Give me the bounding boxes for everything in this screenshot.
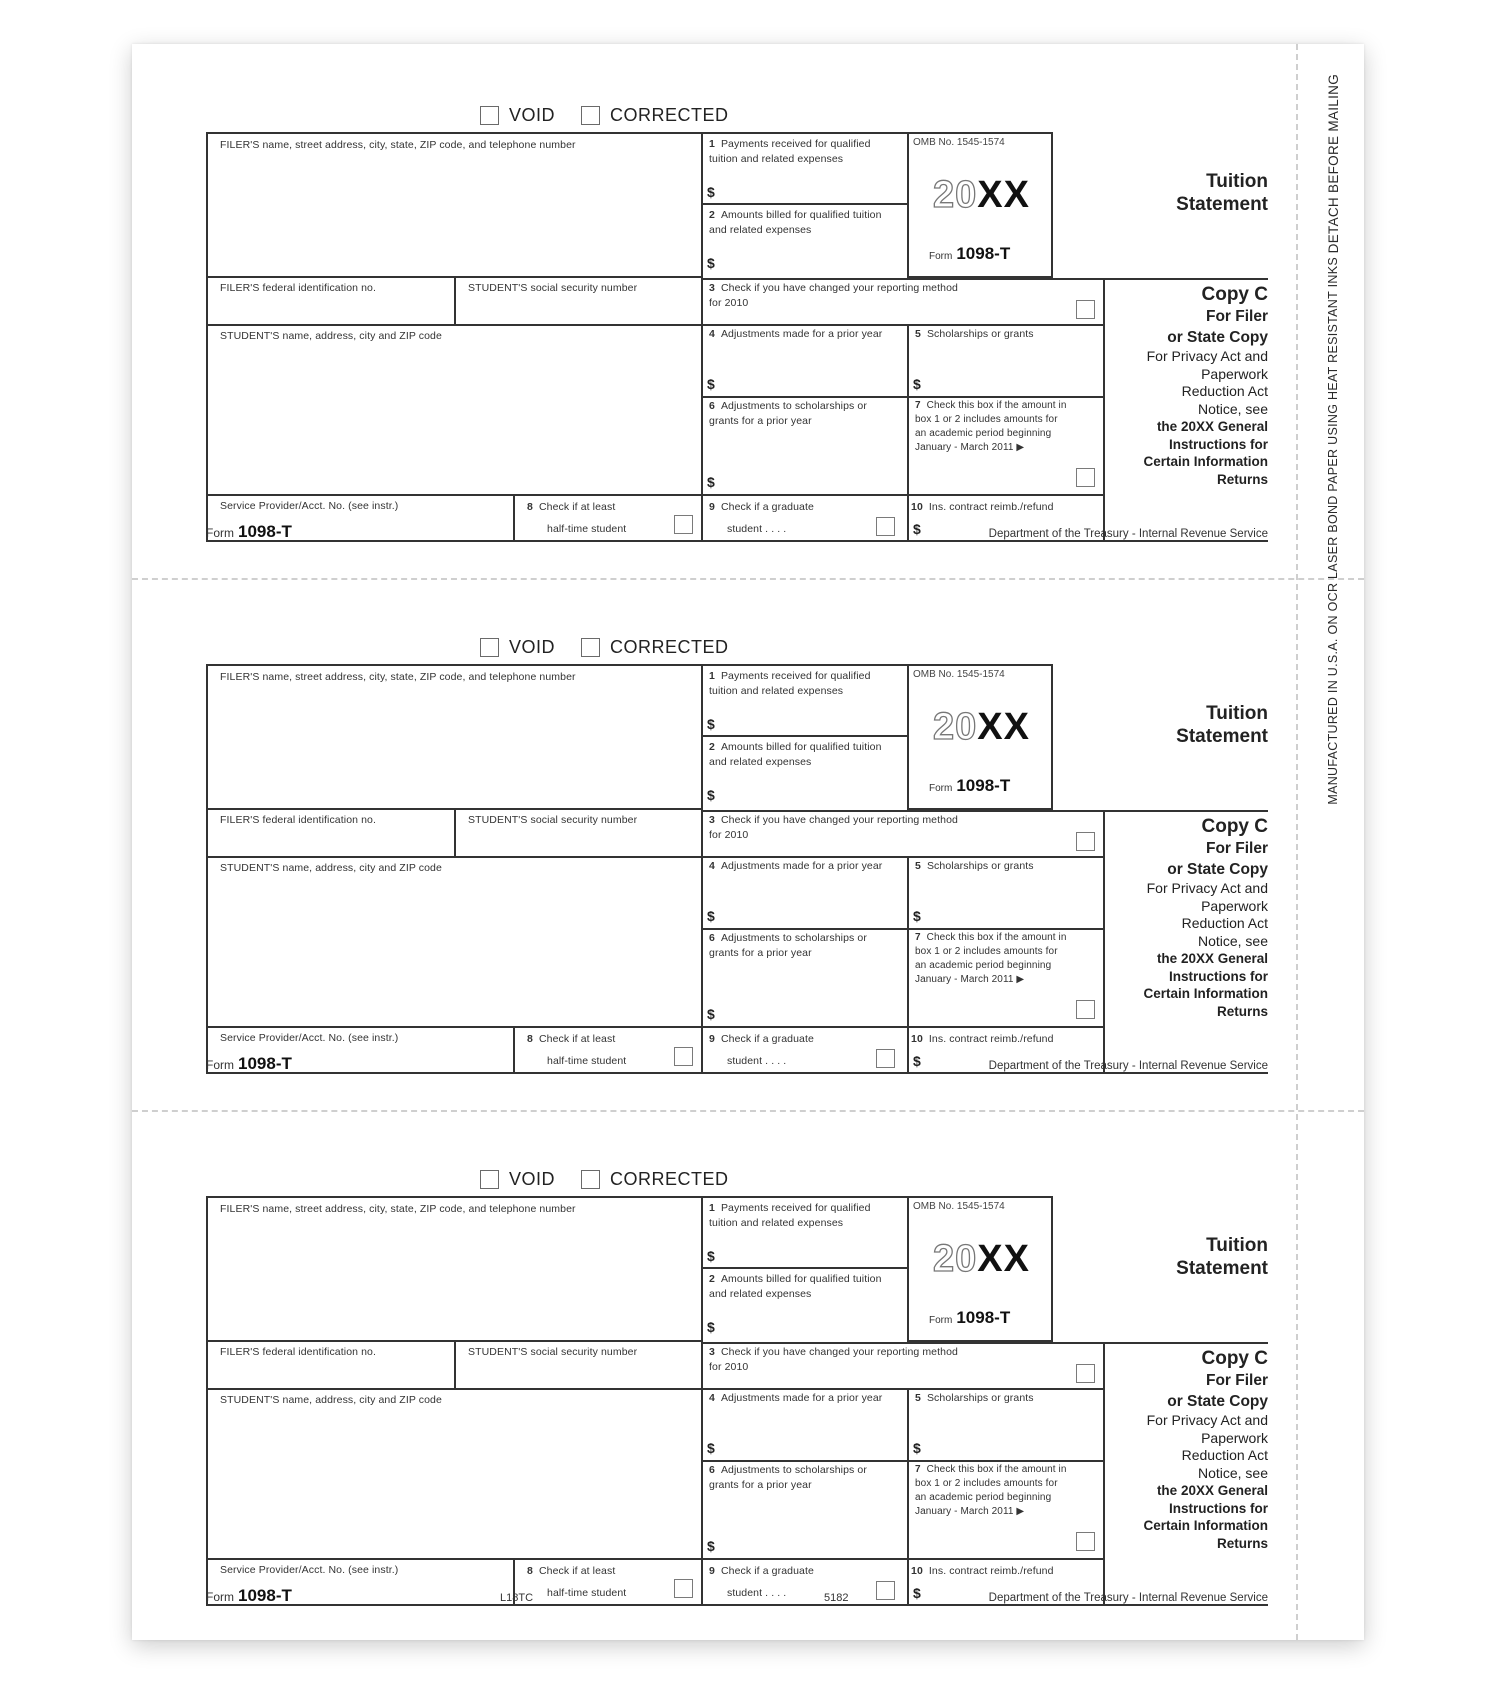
footer-form-label — [206, 1054, 292, 1074]
box2-field[interactable] — [701, 1269, 907, 1342]
box2-number: 2 — [709, 741, 715, 753]
corrected-checkbox[interactable] — [581, 1170, 600, 1189]
form-prefix: Form — [929, 783, 953, 794]
footer-department: Department of the Treasury - Internal Revenue Service — [988, 528, 1268, 540]
box9-number: 9 — [709, 1033, 715, 1045]
box1-number: 1 — [709, 670, 715, 682]
filer-federal-id-label: FILER'S federal identification no. — [220, 282, 376, 294]
form-1098t — [132, 1124, 1364, 1620]
perforation-line — [132, 1110, 1364, 1112]
box10-dollar: $ — [913, 521, 921, 537]
footer-prefix: Form — [206, 1058, 234, 1072]
footer-code1: L18TC — [500, 1592, 534, 1604]
tax-year — [933, 1238, 1030, 1281]
box3-label: Check if you have changed your reporting method for 2010 — [709, 814, 958, 841]
box6-number: 6 — [709, 1464, 715, 1476]
box8-checkbox[interactable] — [674, 1579, 693, 1598]
tax-year-prefix: 20 — [933, 174, 978, 216]
box8-label-line1: Check if at least — [538, 1033, 616, 1045]
box4-number: 4 — [709, 1392, 715, 1404]
box9-label-line2: student . . . . — [727, 523, 787, 535]
box1-dollar: $ — [707, 1248, 715, 1264]
box4-dollar: $ — [707, 376, 715, 392]
privacy-line1: For Privacy Act and — [1146, 1412, 1268, 1428]
box5-dollar: $ — [913, 376, 921, 392]
box5-label: Scholarships or grants — [926, 328, 1034, 340]
form-title — [1176, 1234, 1268, 1280]
filer-name-label: FILER'S name, street address, city, state, ZIP code, and telephone number — [220, 139, 576, 151]
box3-label: Check if you have changed your reporting method for 2010 — [709, 282, 958, 309]
tax-year-prefix: 20 — [933, 1238, 978, 1280]
form-number: 1098-T — [956, 244, 1011, 263]
box1-number: 1 — [709, 1202, 715, 1214]
box3-label: Check if you have changed your reporting method for 2010 — [709, 1346, 958, 1373]
box10-number: 10 — [911, 501, 923, 513]
box10-label: Ins. contract reimb./refund — [928, 1565, 1054, 1577]
box8-number: 8 — [527, 501, 533, 513]
box3-number: 3 — [709, 814, 715, 826]
copy-c-text — [1111, 1348, 1268, 1552]
instructions-line1: the 20XX General — [1156, 1483, 1268, 1498]
detach-notice: DETACH BEFORE MAILING — [1325, 74, 1341, 254]
box5-label: Scholarships or grants — [926, 860, 1034, 872]
copy-c-panel — [1103, 810, 1268, 1074]
box5-field[interactable] — [907, 1390, 1103, 1462]
box3-field — [701, 278, 1103, 326]
copy-for-line1: For Filer — [1205, 1372, 1268, 1389]
box4-number: 4 — [709, 328, 715, 340]
form-number: 1098-T — [956, 776, 1011, 795]
form-grid — [206, 664, 1268, 1074]
box7-number: 7 — [915, 1464, 921, 1475]
tax-year-suffix: XX — [977, 174, 1030, 216]
box1-label: Payments received for qualified tuition and related expenses — [709, 1202, 871, 1229]
privacy-line2: Paperwork — [1201, 365, 1268, 382]
void-checkbox[interactable] — [480, 1170, 499, 1189]
title-line1: Tuition — [1206, 1235, 1268, 1256]
box10-label: Ins. contract reimb./refund — [928, 501, 1054, 513]
void-label: VOID — [509, 105, 556, 125]
void-checkbox[interactable] — [480, 106, 499, 125]
student-ssn-field[interactable] — [454, 1342, 701, 1390]
box2-label: Amounts billed for qualified tuition and related expenses — [709, 741, 882, 768]
box8-number: 8 — [527, 1565, 533, 1577]
tax-year — [933, 706, 1030, 749]
privacy-line1: For Privacy Act and — [1146, 880, 1268, 896]
box6-label: Adjustments to scholarships or grants for a prior year — [709, 932, 867, 959]
box10-label: Ins. contract reimb./refund — [928, 1033, 1054, 1045]
footer-form-label — [206, 522, 292, 542]
box6-field[interactable] — [701, 930, 907, 1028]
void-corrected-row — [480, 637, 755, 658]
tax-year — [933, 174, 1030, 217]
box4-field[interactable] — [701, 858, 907, 930]
box6-field[interactable] — [701, 398, 907, 496]
box10-dollar: $ — [913, 1053, 921, 1069]
box10-dollar: $ — [913, 1585, 921, 1601]
form-label — [929, 244, 1010, 264]
title-line2: Statement — [1176, 194, 1268, 215]
title-area — [1053, 132, 1268, 278]
box6-label: Adjustments to scholarships or grants for a prior year — [709, 400, 867, 427]
copy-title: Copy C — [1201, 284, 1268, 305]
box9-checkbox[interactable] — [876, 1581, 895, 1600]
title-line1: Tuition — [1206, 703, 1268, 724]
instructions-line4: Returns — [1216, 1535, 1268, 1551]
student-name-label: STUDENT'S name, address, city and ZIP code — [220, 330, 442, 342]
copy-title: Copy C — [1201, 1348, 1268, 1369]
box9-field — [701, 1560, 907, 1606]
filer-federal-id-field[interactable] — [206, 278, 454, 326]
box7-label: Check this box if the amount in box 1 or 2 includes amounts for an academic period beginning January - March 2011 ▶ — [915, 932, 1067, 985]
footer-form-number: 1098-T — [238, 1054, 292, 1073]
form-1098t — [132, 592, 1364, 1088]
title-line1: Tuition — [1206, 171, 1268, 192]
footer-form-number: 1098-T — [238, 1586, 292, 1605]
corrected-checkbox[interactable] — [581, 106, 600, 125]
box9-label-line1: Check if a graduate — [720, 1565, 814, 1577]
box9-checkbox[interactable] — [876, 1049, 895, 1068]
box7-field — [907, 1462, 1103, 1560]
box6-number: 6 — [709, 932, 715, 944]
instructions-line2: Instructions for — [1168, 1500, 1268, 1516]
privacy-line4: Notice, see — [1197, 400, 1268, 417]
manufacturing-notice: MANUFACTURED IN U.S.A. ON OCR LASER BOND PAPER USING HEAT RESISTANT INKS — [1326, 257, 1340, 805]
box8-field — [513, 496, 701, 542]
box6-dollar: $ — [707, 474, 715, 490]
box5-field[interactable] — [907, 326, 1103, 398]
box6-dollar: $ — [707, 1538, 715, 1554]
box3-field — [701, 810, 1103, 858]
privacy-line2: Paperwork — [1201, 897, 1268, 914]
filer-name-field[interactable] — [206, 1196, 701, 1342]
box5-label: Scholarships or grants — [926, 1392, 1034, 1404]
filer-federal-id-label: FILER'S federal identification no. — [220, 814, 376, 826]
footer-code2: 5182 — [824, 1592, 849, 1604]
box7-field — [907, 398, 1103, 496]
box8-checkbox[interactable] — [674, 515, 693, 534]
instructions-line3: Certain Information — [1143, 986, 1268, 1001]
box4-dollar: $ — [707, 908, 715, 924]
box3-number: 3 — [709, 282, 715, 294]
title-line2: Statement — [1176, 726, 1268, 747]
instructions-line2: Instructions for — [1168, 968, 1268, 984]
omb-number: OMB No. 1545-1574 — [913, 137, 1005, 148]
omb-number: OMB No. 1545-1574 — [913, 669, 1005, 680]
box2-number: 2 — [709, 1273, 715, 1285]
footer-prefix: Form — [206, 526, 234, 540]
box4-label: Adjustments made for a prior year — [720, 1392, 883, 1404]
box3-checkbox[interactable] — [1076, 1364, 1095, 1383]
box9-field — [701, 496, 907, 542]
box7-number: 7 — [915, 400, 921, 411]
privacy-line2: Paperwork — [1201, 1429, 1268, 1446]
box2-field[interactable] — [701, 737, 907, 810]
box9-label-line1: Check if a graduate — [720, 501, 814, 513]
omb-year-box — [907, 664, 1053, 810]
filer-name-label: FILER'S name, street address, city, state, ZIP code, and telephone number — [220, 1203, 576, 1215]
footer-prefix: Form — [206, 1590, 234, 1604]
copy-c-text — [1111, 284, 1268, 488]
box3-checkbox[interactable] — [1076, 832, 1095, 851]
corrected-checkbox[interactable] — [581, 638, 600, 657]
instructions-line2: Instructions for — [1168, 436, 1268, 452]
box6-number: 6 — [709, 400, 715, 412]
box9-number: 9 — [709, 1565, 715, 1577]
box1-field[interactable] — [701, 1196, 907, 1269]
box2-dollar: $ — [707, 1319, 715, 1335]
corrected-label: CORRECTED — [610, 637, 729, 657]
box9-label-line1: Check if a graduate — [720, 1033, 814, 1045]
box7-checkbox[interactable] — [1076, 468, 1095, 487]
void-corrected-row — [480, 105, 755, 126]
privacy-line1: For Privacy Act and — [1146, 348, 1268, 364]
box5-number: 5 — [915, 328, 921, 340]
omb-year-box — [907, 132, 1053, 278]
box2-dollar: $ — [707, 787, 715, 803]
form-title — [1176, 702, 1268, 748]
privacy-line4: Notice, see — [1197, 932, 1268, 949]
box8-label-line2: half-time student — [547, 523, 627, 535]
corrected-label: CORRECTED — [610, 1169, 729, 1189]
box2-dollar: $ — [707, 255, 715, 271]
instructions-line3: Certain Information — [1143, 1518, 1268, 1533]
title-line2: Statement — [1176, 1258, 1268, 1279]
box1-dollar: $ — [707, 716, 715, 732]
form-1098t — [132, 60, 1364, 556]
copy-for-line2: or State Copy — [1167, 861, 1268, 878]
copy-for-line2: or State Copy — [1167, 1393, 1268, 1410]
student-name-field[interactable] — [206, 326, 701, 496]
box8-label-line2: half-time student — [547, 1055, 627, 1067]
copy-c-text — [1111, 816, 1268, 1020]
box8-label-line1: Check if at least — [538, 1565, 616, 1577]
void-checkbox[interactable] — [480, 638, 499, 657]
copy-c-panel — [1103, 278, 1268, 542]
box5-number: 5 — [915, 860, 921, 872]
service-provider-label: Service Provider/Acct. No. (see instr.) — [220, 1564, 399, 1576]
copy-c-panel — [1103, 1342, 1268, 1606]
box1-dollar: $ — [707, 184, 715, 200]
box9-label-line2: student . . . . — [727, 1587, 787, 1599]
title-area — [1053, 664, 1268, 810]
box8-label-line2: half-time student — [547, 1587, 627, 1599]
box5-dollar: $ — [913, 1440, 921, 1456]
student-name-field[interactable] — [206, 1390, 701, 1560]
privacy-line3: Reduction Act — [1181, 383, 1268, 399]
form-sheet — [132, 44, 1364, 1640]
privacy-line3: Reduction Act — [1181, 915, 1268, 931]
box4-label: Adjustments made for a prior year — [720, 860, 883, 872]
student-name-label: STUDENT'S name, address, city and ZIP code — [220, 1394, 442, 1406]
box4-number: 4 — [709, 860, 715, 872]
box7-field — [907, 930, 1103, 1028]
box2-label: Amounts billed for qualified tuition and related expenses — [709, 1273, 882, 1300]
box8-checkbox[interactable] — [674, 1047, 693, 1066]
footer-department: Department of the Treasury - Internal Revenue Service — [988, 1592, 1268, 1604]
box2-field[interactable] — [701, 205, 907, 278]
box4-field[interactable] — [701, 326, 907, 398]
box10-number: 10 — [911, 1565, 923, 1577]
box3-number: 3 — [709, 1346, 715, 1358]
filer-name-label: FILER'S name, street address, city, state, ZIP code, and telephone number — [220, 671, 576, 683]
void-label: VOID — [509, 637, 556, 657]
box6-field[interactable] — [701, 1462, 907, 1560]
form-number: 1098-T — [956, 1308, 1011, 1327]
void-corrected-row — [480, 1169, 755, 1190]
filer-federal-id-label: FILER'S federal identification no. — [220, 1346, 376, 1358]
student-ssn-field[interactable] — [454, 278, 701, 326]
box9-checkbox[interactable] — [876, 517, 895, 536]
box3-field — [701, 1342, 1103, 1390]
box7-label: Check this box if the amount in box 1 or 2 includes amounts for an academic period beginning January - March 2011 ▶ — [915, 1464, 1067, 1517]
tax-year-suffix: XX — [977, 706, 1030, 748]
box9-field — [701, 1028, 907, 1074]
box7-checkbox[interactable] — [1076, 1000, 1095, 1019]
box10-number: 10 — [911, 1033, 923, 1045]
box2-number: 2 — [709, 209, 715, 221]
box7-checkbox[interactable] — [1076, 1532, 1095, 1551]
box9-label-line2: student . . . . — [727, 1055, 787, 1067]
form-label — [929, 1308, 1010, 1328]
tax-year-prefix: 20 — [933, 706, 978, 748]
service-provider-label: Service Provider/Acct. No. (see instr.) — [220, 1032, 399, 1044]
instructions-line1: the 20XX General — [1156, 419, 1268, 434]
student-name-label: STUDENT'S name, address, city and ZIP code — [220, 862, 442, 874]
tax-year-suffix: XX — [977, 1238, 1030, 1280]
box1-field[interactable] — [701, 132, 907, 205]
box2-label: Amounts billed for qualified tuition and related expenses — [709, 209, 882, 236]
omb-number: OMB No. 1545-1574 — [913, 1201, 1005, 1212]
box8-number: 8 — [527, 1033, 533, 1045]
omb-year-box — [907, 1196, 1053, 1342]
form-prefix: Form — [929, 251, 953, 262]
student-ssn-label: STUDENT'S social security number — [468, 282, 638, 294]
footer-form-label — [206, 1586, 292, 1606]
instructions-line4: Returns — [1216, 471, 1268, 487]
instructions-line1: the 20XX General — [1156, 951, 1268, 966]
box4-field[interactable] — [701, 1390, 907, 1462]
student-ssn-label: STUDENT'S social security number — [468, 814, 638, 826]
copy-for-line2: or State Copy — [1167, 329, 1268, 346]
service-provider-label: Service Provider/Acct. No. (see instr.) — [220, 500, 399, 512]
box8-field — [513, 1560, 701, 1606]
box9-number: 9 — [709, 501, 715, 513]
privacy-line4: Notice, see — [1197, 1464, 1268, 1481]
box4-dollar: $ — [707, 1440, 715, 1456]
instructions-line4: Returns — [1216, 1003, 1268, 1019]
copy-title: Copy C — [1201, 816, 1268, 837]
box3-checkbox[interactable] — [1076, 300, 1095, 319]
box1-label: Payments received for qualified tuition and related expenses — [709, 670, 871, 697]
box6-label: Adjustments to scholarships or grants for a prior year — [709, 1464, 867, 1491]
box1-label: Payments received for qualified tuition and related expenses — [709, 138, 871, 165]
filer-federal-id-field[interactable] — [206, 1342, 454, 1390]
box5-dollar: $ — [913, 908, 921, 924]
filer-federal-id-field[interactable] — [206, 810, 454, 858]
box5-field[interactable] — [907, 858, 1103, 930]
box1-field[interactable] — [701, 664, 907, 737]
copy-for-line1: For Filer — [1205, 840, 1268, 857]
student-name-field[interactable] — [206, 858, 701, 1028]
filer-name-field[interactable] — [206, 132, 701, 278]
title-area — [1053, 1196, 1268, 1342]
box8-field — [513, 1028, 701, 1074]
form-grid — [206, 132, 1268, 542]
box1-number: 1 — [709, 138, 715, 150]
box8-label-line1: Check if at least — [538, 501, 616, 513]
void-label: VOID — [509, 1169, 556, 1189]
form-grid — [206, 1196, 1268, 1606]
form-label — [929, 776, 1010, 796]
footer-department: Department of the Treasury - Internal Revenue Service — [988, 1060, 1268, 1072]
form-title — [1176, 170, 1268, 216]
corrected-label: CORRECTED — [610, 105, 729, 125]
box6-dollar: $ — [707, 1006, 715, 1022]
instructions-line3: Certain Information — [1143, 454, 1268, 469]
box7-number: 7 — [915, 932, 921, 943]
student-ssn-label: STUDENT'S social security number — [468, 1346, 638, 1358]
student-ssn-field[interactable] — [454, 810, 701, 858]
filer-name-field[interactable] — [206, 664, 701, 810]
privacy-line3: Reduction Act — [1181, 1447, 1268, 1463]
perforation-line — [132, 578, 1364, 580]
form-prefix: Form — [929, 1315, 953, 1326]
box5-number: 5 — [915, 1392, 921, 1404]
box7-label: Check this box if the amount in box 1 or 2 includes amounts for an academic period beginning January - March 2011 ▶ — [915, 400, 1067, 453]
box4-label: Adjustments made for a prior year — [720, 328, 883, 340]
footer-form-number: 1098-T — [238, 522, 292, 541]
copy-for-line1: For Filer — [1205, 308, 1268, 325]
